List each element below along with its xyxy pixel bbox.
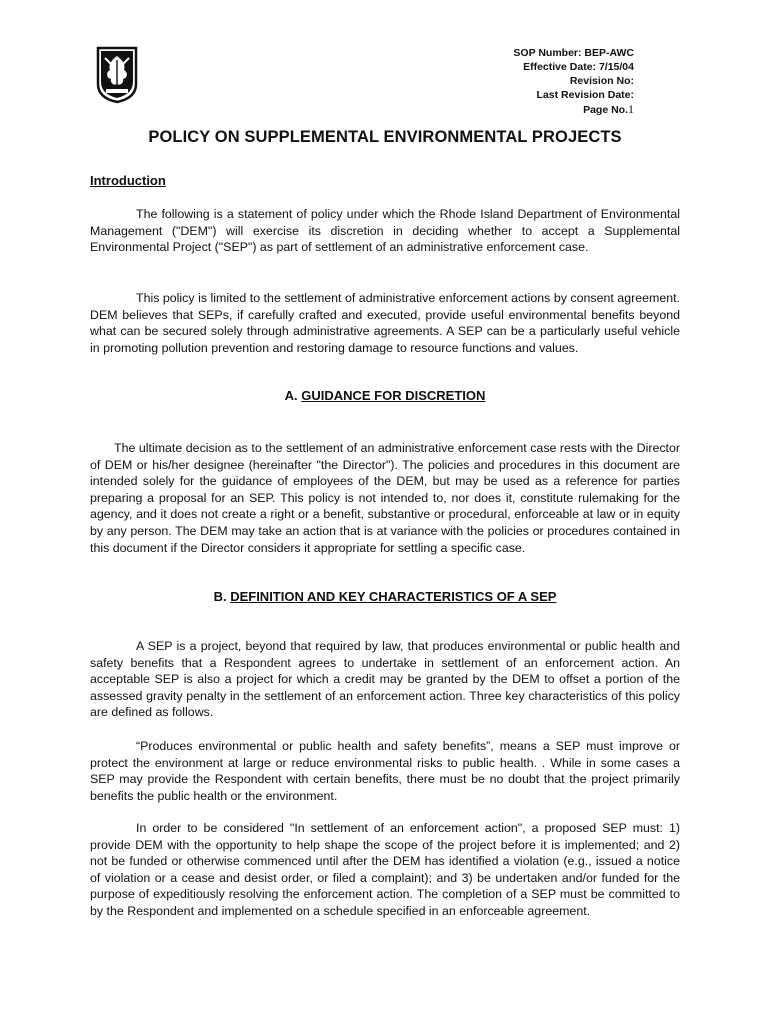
sop-header <box>513 46 634 117</box>
effective-date: Effective Date: 7/15/04 <box>523 61 634 73</box>
section-b-paragraph-1: A SEP is a project, beyond that required by law, that produces environmental or public health and safety benefits that a Respondent agrees to undertake in settlement of an enforcement action. An acceptable SEP is also a project for which a credit may be granted by the DEM to offset a portion of the assessed gravity penalty in the settlement of an enforcement action. Three key characteristics of this policy are defined as follows. <box>90 639 680 720</box>
page-number-line <box>513 102 634 117</box>
intro-paragraph-2: This policy is limited to the settlement of administrative enforcement actions by consent agreement. DEM believes that SEPs, if carefully crafted and executed, provide useful environmental benefits beyond what can be secured solely through administrative agreements. A SEP can be a particularly useful vehicle in promoting pollution prevention and restoring damage to resource functions and values. <box>90 291 680 355</box>
page-label: Page No. <box>583 104 628 116</box>
introduction-heading: Introduction <box>90 173 166 188</box>
sop-number: SOP Number: BEP-AWC <box>513 47 634 59</box>
section-b-title: DEFINITION AND KEY CHARACTERISTICS OF A SEP <box>230 589 557 604</box>
ri-dem-logo <box>96 46 138 104</box>
section-b-paragraph-3: In order to be considered "In settlement of an enforcement action", a proposed SEP must: 1) provide DEM with the opportunity to help shape the scope of the project before it is implemented; and 2) not be funded or otherwise commenced until after the DEM has identified a violation (e.g., issued a notice of violation or a cease and desist order, or filed a complaint); and 3) be undertaken and/or funded for the purpose of expeditiously resolving the enforcement action. The completion of a SEP must be committed to by the Respondent and implemented on a schedule specified in an enforceable agreement. <box>90 821 680 918</box>
section-b-letter: B. <box>213 589 227 604</box>
section-a-title: GUIDANCE FOR DISCRETION <box>301 388 486 403</box>
last-revision-date: Last Revision Date: <box>536 89 634 101</box>
section-a-heading <box>0 388 770 403</box>
revision-no: Revision No: <box>569 75 634 87</box>
section-a-paragraph-1: The ultimate decision as to the settlement of an administrative enforcement case rests with the Director of DEM or his/her designee (hereinafter "the Director"). The policies and procedures in this document are intended solely for the guidance of employees of the DEM, but may be used as a reference for parties preparing a proposal for an SEP. This policy is not intended to, nor does it, constitute rulemaking for the agency, and it does not create a right or a benefit, substantive or procedural, enforceable at law or in equity by any person. The DEM may take an action that is at variance with the policies or procedures contained in this document if the Director considers it appropriate for settling a specific case. <box>90 441 680 555</box>
section-a-letter: A. <box>284 388 298 403</box>
dem-seal-icon <box>96 46 138 104</box>
section-b-paragraph-2: “Produces environmental or public health and safety benefits”, means a SEP must improve or protect the environment at large or reduce environmental risks to public health. . While in some cases a SEP may provide the Respondent with certain benefits, there must be no doubt that the project primarily benefits the public health or the environment. <box>90 739 680 803</box>
intro-paragraph-1: The following is a statement of policy under which the Rhode Island Department of Environmental Management ("DEM") will exercise its discretion in deciding whether to accept a Supplemental Environmental Project ("SEP") as part of settlement of an administrative enforcement case. <box>90 207 680 255</box>
section-b-heading <box>0 589 770 604</box>
document-title: POLICY ON SUPPLEMENTAL ENVIRONMENTAL PROJECTS <box>148 128 622 146</box>
page-number: 1 <box>628 102 634 116</box>
